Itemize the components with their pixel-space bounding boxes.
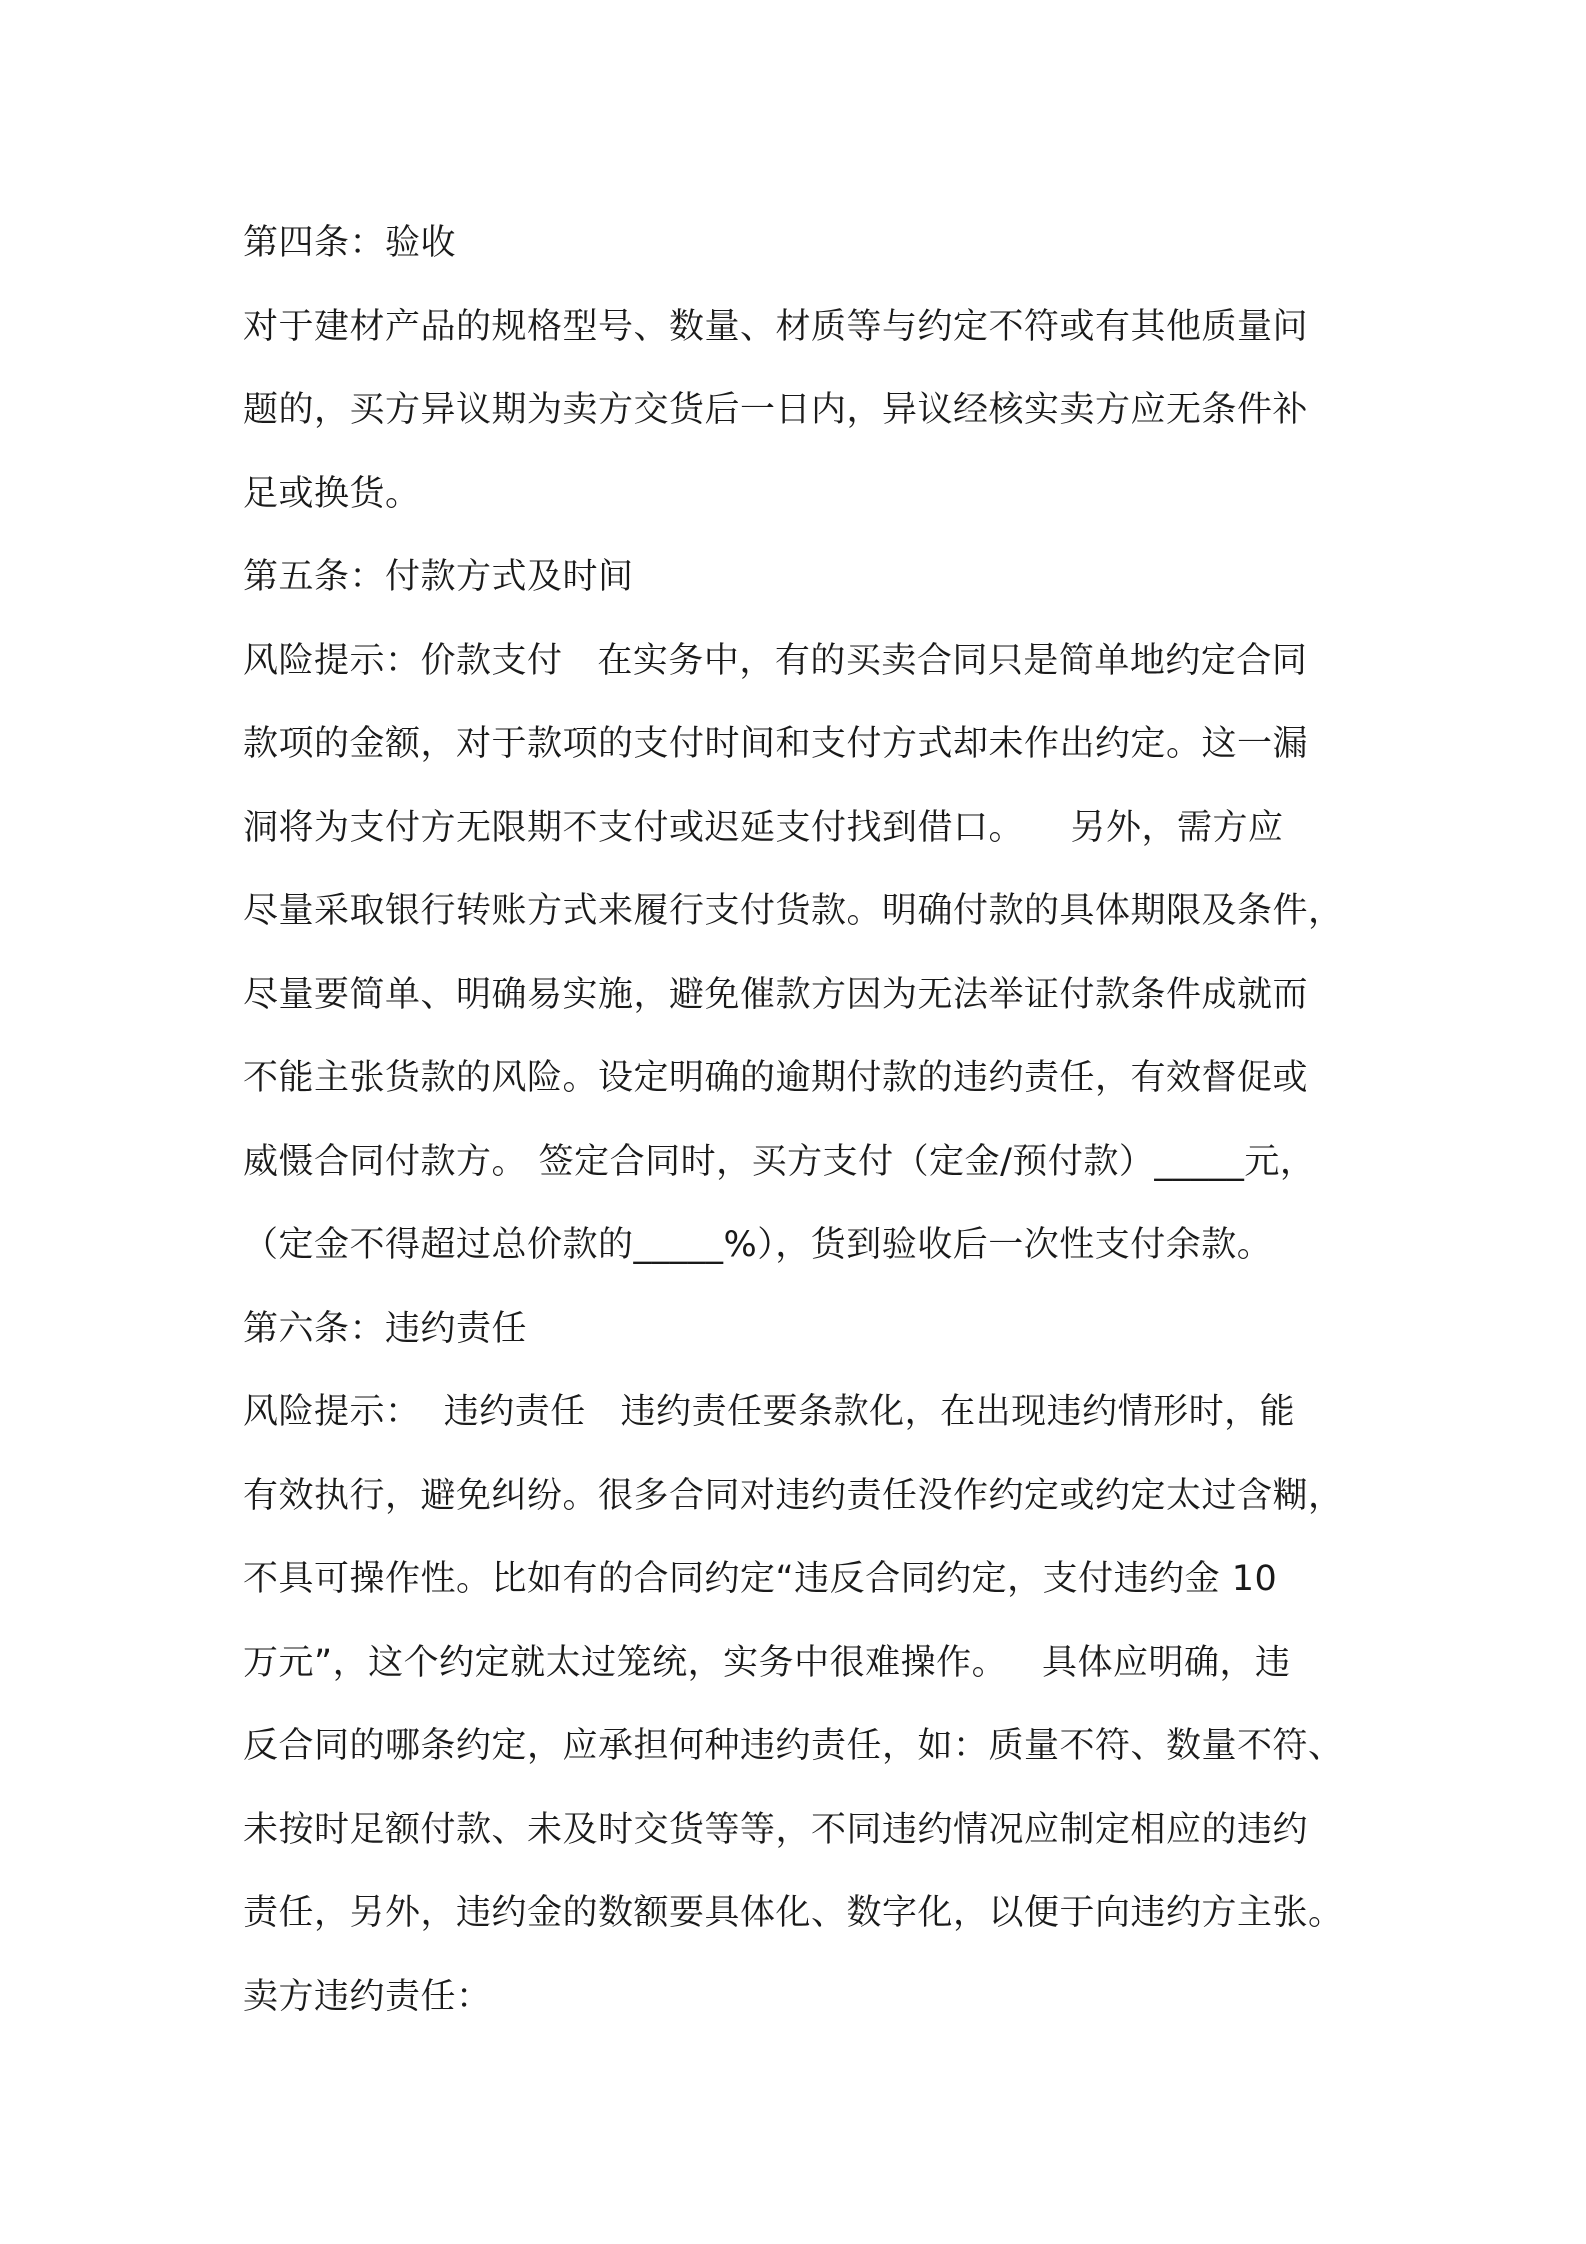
text-line: 洞将为支付方无限期不支付或迟延支付找到借口。 另外，需方应 [243, 807, 1284, 848]
text-line: 足或换货。 [243, 473, 421, 514]
text-line: 未按时足额付款、未及时交货等等，不同违约情况应制定相应的违约 [243, 1809, 1309, 1850]
text-line: 责任，另外，违约金的数额要具体化、数字化，以便于向违约方主张。 [243, 1893, 1344, 1933]
text-line: （定金不得超过总价款的_____%），货到验收后一次性支付余款。 [243, 1225, 1273, 1265]
text-line: 款项的金额，对于款项的支付时间和支付方式却未作出约定。这一漏 [243, 724, 1309, 764]
article-5-heading: 第五条：付款方式及时间 [243, 557, 634, 597]
text-line: 有效执行，避免纠纷。很多合同对违约责任没作约定或约定太过含糊， [243, 1475, 1344, 1516]
text-line: 对于建材产品的规格型号、数量、材质等与约定不符或有其他质量问 [243, 306, 1309, 347]
text-line: 不能主张货款的风险。设定明确的逾期付款的违约责任，有效督促或 [243, 1058, 1309, 1098]
text-line: 题的，买方异议期为卖方交货后一日内，异议经核实卖方应无条件补 [243, 390, 1309, 430]
text-line: 尽量采取银行转账方式来履行支付货款。明确付款的具体期限及条件， [243, 891, 1344, 931]
text-line: 不具可操作性。比如有的合同约定“违反合同约定，支付违约金 10 [243, 1559, 1278, 1599]
document-body [243, 202, 1353, 2039]
seller-liability-heading: 卖方违约责任： [243, 1976, 492, 2017]
text-line: 万元”，这个约定就太过笼统，实务中很难操作。 具体应明确，违 [243, 1642, 1291, 1683]
article-6-heading: 第六条：违约责任 [243, 1308, 528, 1349]
text-line: 风险提示： 违约责任 违约责任要条款化，在出现违约情形时，能 [243, 1392, 1296, 1432]
article-4-heading: 第四条：验收 [243, 223, 457, 263]
text-line: 风险提示：价款支付 在实务中，有的买卖合同只是简单地约定合同 [243, 640, 1308, 681]
text-line: 威慑合同付款方。 签定合同时，买方支付（定金/预付款）_____元， [243, 1141, 1316, 1182]
text-line: 尽量要简单、明确易实施，避免催款方因为无法举证付款条件成就而 [243, 974, 1309, 1015]
text-line: 反合同的哪条约定，应承担何种违约责任，如：质量不符、数量不符、 [243, 1726, 1344, 1766]
